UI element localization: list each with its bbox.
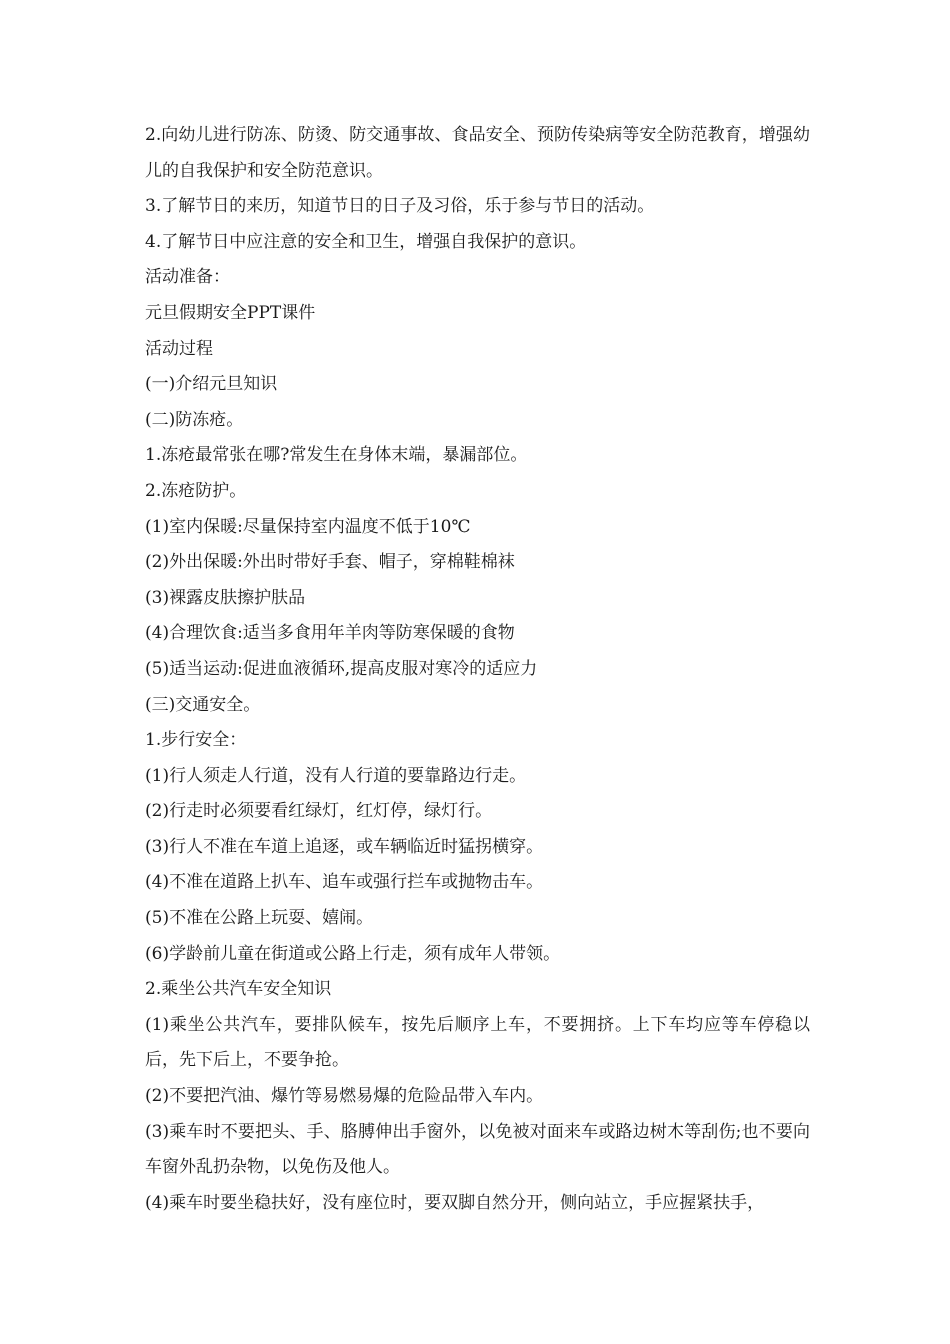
list-item-skin-care: (3)裸露皮肤擦护肤品 xyxy=(145,587,306,608)
list-item-indoor-warmth: (1)室内保暖:尽量保持室内温度不低于10℃ xyxy=(145,516,471,537)
section-new-year-knowledge: (一)介绍元旦知识 xyxy=(145,374,278,395)
section-frostbite: (二)防冻疮。 xyxy=(145,409,244,430)
list-item-walk-4: (4)不准在道路上扒车、追车或强行拦车或抛物击车。 xyxy=(145,872,544,893)
list-item-bus-4: (4)乘车时要坐稳扶好，没有座位时，要双脚自然分开，侧向站立，手应握紧扶手， xyxy=(145,1192,765,1213)
list-item-walk-5: (5)不准在公路上玩耍、嬉闹。 xyxy=(145,908,374,929)
list-item-bus-1: (1)乘坐公共汽车，要排队候车，按先后顺序上车，不要拥挤。上下车均应等车停稳以后，先下后上，不要争抢。 xyxy=(145,1014,810,1071)
section-traffic-safety: (三)交通安全。 xyxy=(145,694,261,715)
list-item-exercise: (5)适当运动:促进血液循环,提高皮服对寒冷的适应力 xyxy=(145,658,538,679)
paragraph-bus-safety: 2.乘坐公共汽车安全知识 xyxy=(145,979,332,1000)
list-item-diet: (4)合理饮食:适当多食用年羊肉等防寒保暖的食物 xyxy=(145,623,515,644)
paragraph-goal-2: 2.向幼儿进行防冻、防烫、防交通事故、食品安全、预防传染病等安全防范教育，增强幼儿的自我保护和安全防范意识。 xyxy=(145,125,810,181)
list-item-bus-3: (3)乘车时不要把头、手、胳膊伸出手窗外，以免被对面来车或路边树木等刮伤;也不要向车窗外乱扔杂物，以免伤及他人。 xyxy=(145,1121,810,1178)
list-item-walk-1: (1)行人须走人行道，没有人行道的要靠路边行走。 xyxy=(145,765,527,786)
document-body xyxy=(145,118,810,1221)
list-item-outdoor-warmth: (2)外出保暖:外出时带好手套、帽子，穿棉鞋棉袜 xyxy=(145,552,515,573)
paragraph-walking-safety: 1.步行安全： xyxy=(145,730,247,751)
heading-activity-preparation: 活动准备： xyxy=(145,267,230,288)
list-item-walk-2: (2)行走时必须要看红绿灯，红灯停，绿灯行。 xyxy=(145,801,493,822)
heading-activity-process: 活动过程 xyxy=(145,338,213,359)
list-item-walk-3: (3)行人不准在车道上追逐，或车辆临近时猛拐横穿。 xyxy=(145,836,544,857)
list-item-bus-2: (2)不要把汽油、爆竹等易燃易爆的危险品带入车内。 xyxy=(145,1086,544,1107)
paragraph-goal-4: 4.了解节日中应注意的安全和卫生，增强自我保护的意识。 xyxy=(145,231,587,252)
paragraph-goal-3: 3.了解节日的来历，知道节日的日子及习俗，乐于参与节日的活动。 xyxy=(145,196,655,217)
paragraph-ppt-courseware: 元旦假期安全PPT课件 xyxy=(145,302,316,323)
paragraph-frostbite-1: 1.冻疮最常张在哪?常发生在身体末端，暴漏部位。 xyxy=(145,445,528,466)
list-item-walk-6: (6)学龄前儿童在街道或公路上行走，须有成年人带领。 xyxy=(145,943,561,964)
paragraph-frostbite-2: 2.冻疮防护。 xyxy=(145,480,247,501)
